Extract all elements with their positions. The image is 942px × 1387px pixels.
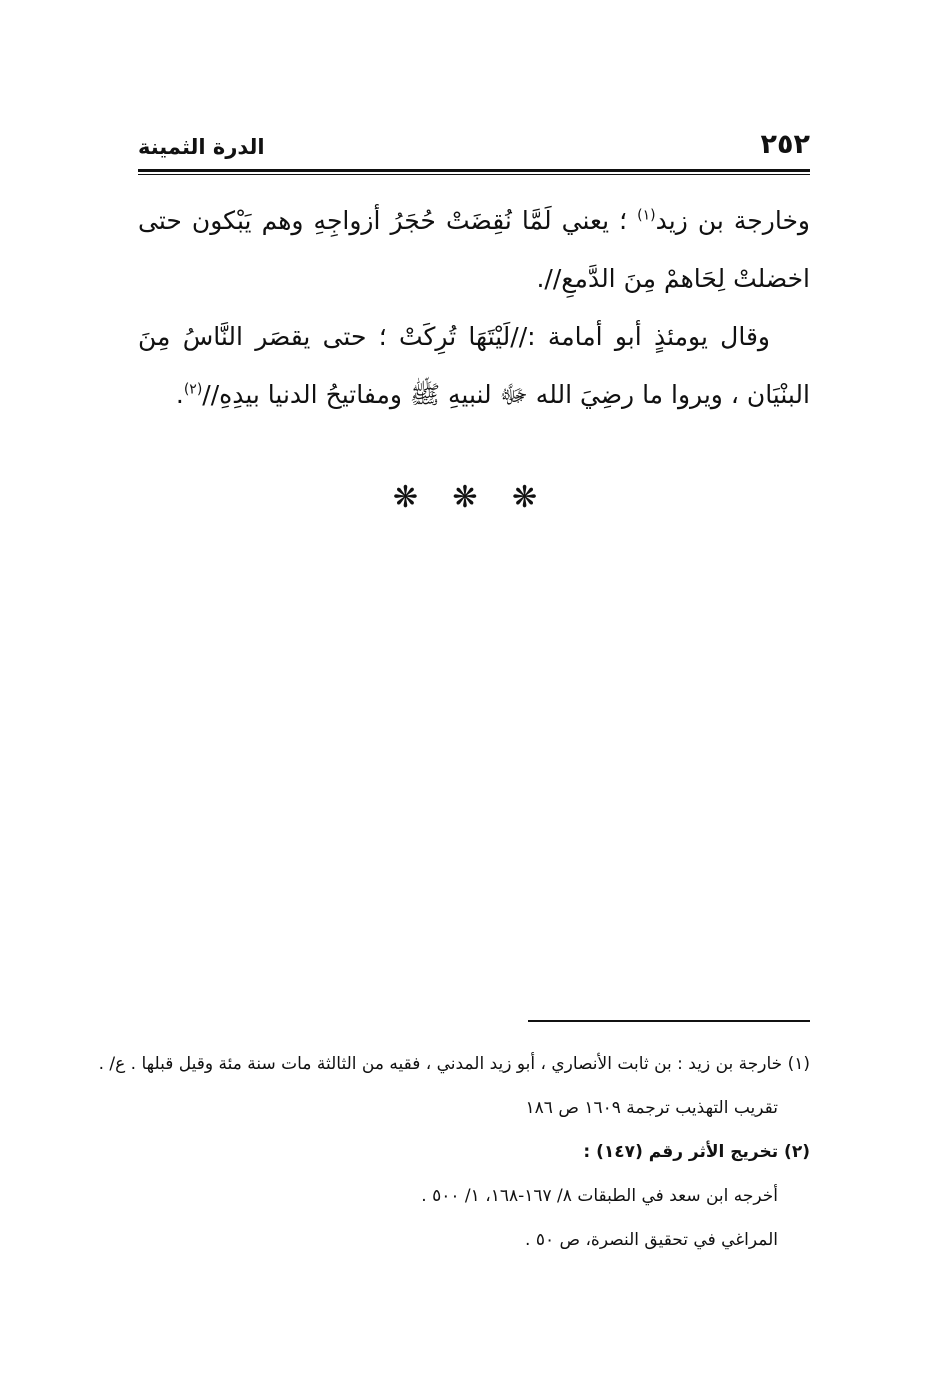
footnotes: [98, 1042, 810, 1262]
page-number: ٢٥٢: [760, 129, 810, 160]
header-rule: [138, 169, 810, 172]
footnote-2-line-2: أخرجه ابن سعد في الطبقات ٨/ ١٦٧-١٦٨، ١/ ٥٠٠ .: [421, 1186, 778, 1206]
main-text: [138, 192, 810, 424]
paragraph-2-text: وقال يومئذٍ أبو أمامة ://لَيْتَهَا تُرِكَتْ ؛ حتى يقصَر النَّاسُ مِنَ البنْيَان ، ويروا ما رضِيَ الله ﷻ لنبيهِ ﷺ ومفاتيحُ الدنيا بيدِهِ//: [138, 322, 810, 409]
section-separator: ❋ ❋ ❋: [392, 480, 550, 515]
page-header: [138, 128, 810, 168]
paragraph-2: [138, 308, 810, 424]
footnote-1-line-1: (١) خارجة بن زيد : بن ثابت الأنصاري ، أبو زيد المدني ، فقيه من الثالثة مات سنة مئة وقيل قبلها . ع/ .: [98, 1054, 810, 1074]
paragraph-1: [138, 192, 810, 308]
footnote-2-label: (٢) تخريج الأثر رقم (١٤٧) :: [583, 1142, 810, 1162]
footnote-2-line-3: المراغي في تحقيق النصرة، ص ٥٠ .: [525, 1230, 778, 1250]
footnote-1-line-2: تقريب التهذيب ترجمة ١٦٠٩ ص ١٨٦: [525, 1098, 778, 1118]
footnote-rule: [528, 1020, 810, 1022]
paragraph-2-end: .: [175, 380, 184, 409]
header-rule-thin: [138, 174, 810, 175]
footnote-ref-1: (١): [637, 207, 656, 224]
running-title: الدرة الثمينة: [138, 135, 265, 159]
paragraph-1-start: وخارجة بن زيد: [655, 206, 810, 235]
paragraph-1-rest: ؛ يعني لَمَّا نُقِضَتْ حُجَرُ أزواجِهِ وهم يَبْكون حتى اخضلتْ لِحَاهمْ مِنَ الدَّمعِ//.: [138, 206, 810, 293]
footnote-ref-2: (٢): [183, 381, 203, 398]
